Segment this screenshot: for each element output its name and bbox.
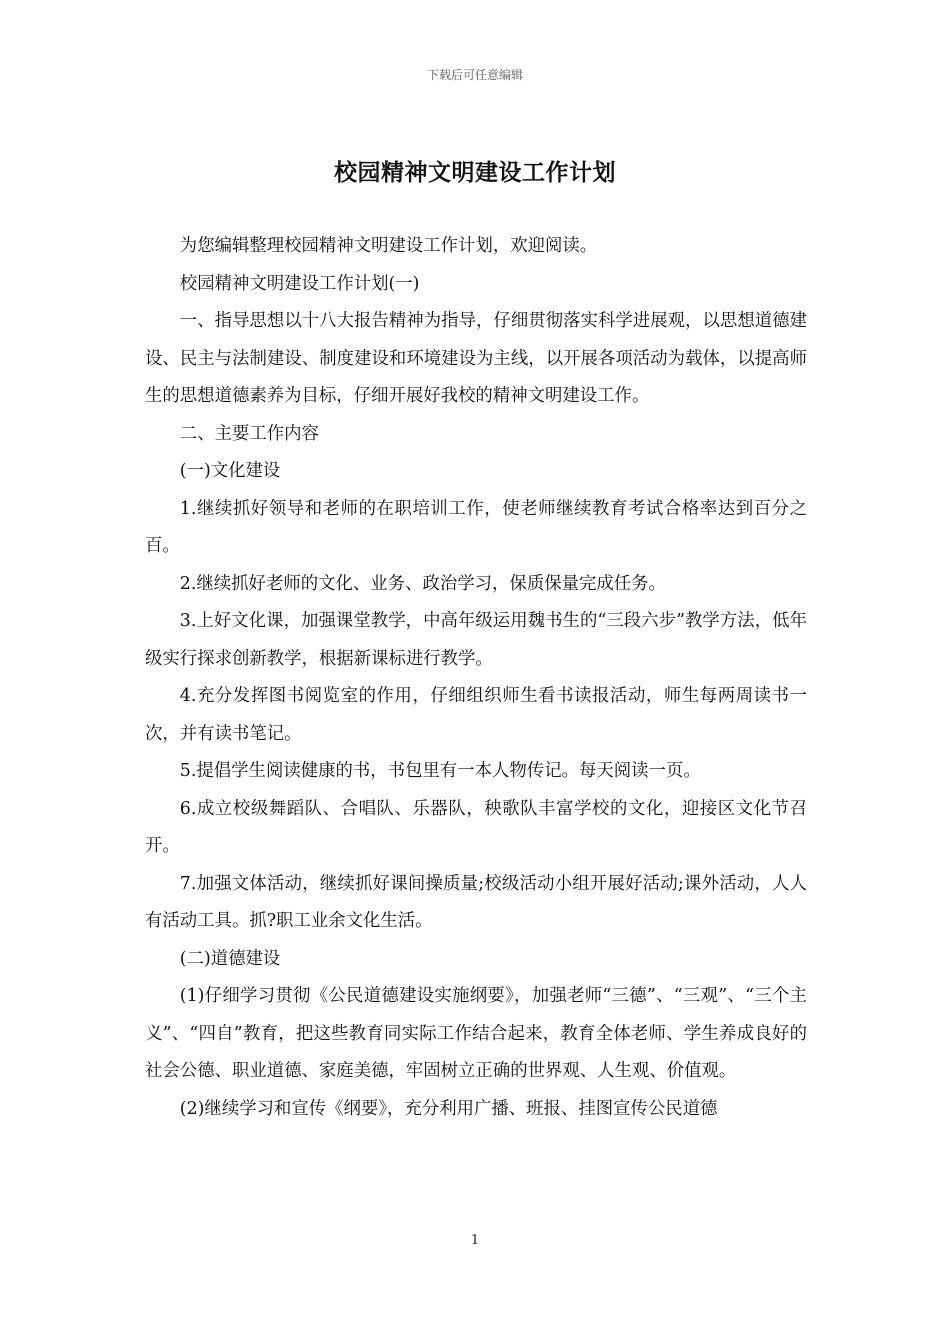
page-number: 1 bbox=[470, 1233, 480, 1248]
body-paragraph: (二)道德建设 bbox=[179, 948, 281, 969]
body-paragraph: 3.上好文化课，加强课堂教学，中高年级运用魏书生的“三段六步”教学方法，低年级实行探求创新教学，根据新课标进行教学。 bbox=[145, 611, 807, 669]
body-paragraph: 5.提倡学生阅读健康的书，书包里有一本人物传记。每天阅读一页。 bbox=[179, 761, 701, 781]
body-paragraph: 校园精神文明建设工作计划(一) bbox=[179, 273, 420, 294]
body-paragraph: 为您编辑整理校园精神文明建设工作计划，欢迎阅读。 bbox=[179, 236, 598, 256]
body-paragraph: (1)仔细学习贯彻《公民道德建设实施纲要》，加强老师“三德”、“三观”、“三个主义”、“四自”教育，把这些教育同实际工作结合起来，教育全体老师、学生养成良好的社会公德、职业道德、家庭美德，牢固树立正确的世界观、人生观、价值观。 bbox=[145, 986, 807, 1081]
body-paragraph: 二、主要工作内容 bbox=[179, 423, 319, 444]
body-paragraph: 7.加强文体活动，继续抓好课间操质量;校级活动小组开展好活动;课外活动，人人有活动工具。抓?职工业余文化生活。 bbox=[145, 873, 807, 931]
body-paragraph: 6.成立校级舞蹈队、合唱队、乐器队，秧歌队丰富学校的文化，迎接区文化节召开。 bbox=[145, 798, 807, 856]
body-paragraph: 1.继续抓好领导和老师的在职培训工作，使老师继续教育考试合格率达到百分之百。 bbox=[145, 498, 807, 556]
body-paragraph: (一)文化建设 bbox=[179, 461, 281, 481]
page-header: 下载后可任意编辑 bbox=[426, 68, 523, 82]
document-body bbox=[145, 228, 807, 1128]
body-paragraph: (2)继续学习和宣传《纲要》，充分利用广播、班报、挂图宣传公民道德 bbox=[179, 1098, 718, 1119]
document-title: 校园精神文明建设工作计划 bbox=[334, 160, 616, 186]
body-paragraph: 2.继续抓好老师的文化、业务、政治学习，保质保量完成任务。 bbox=[179, 573, 666, 594]
body-paragraph: 4.充分发挥图书阅览室的作用，仔细组织师生看书读报活动，师生每两周读书一次，并有读书笔记。 bbox=[145, 686, 807, 744]
body-paragraph: 一、指导思想以十八大报告精神为指导，仔细贯彻落实科学进展观，以思想道德建设、民主与法制建设、制度建设和环境建设为主线，以开展各项活动为载体，以提高师生的思想道德素养为目标，仔细开展好我校的精神文明建设工作。 bbox=[145, 311, 807, 406]
